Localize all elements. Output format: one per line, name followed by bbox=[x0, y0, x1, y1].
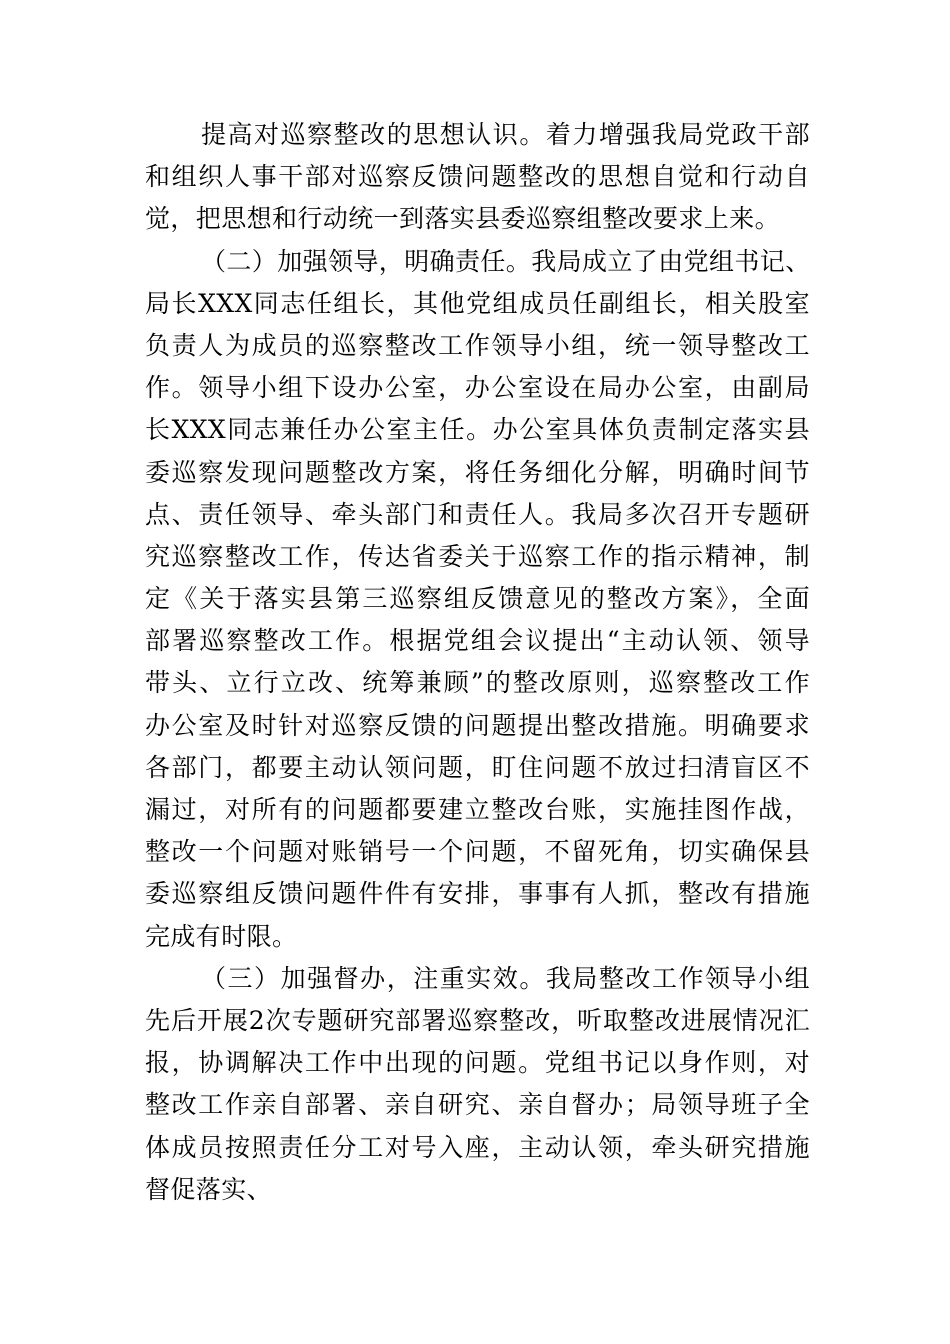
text-line: 体成员按照责任分工对号入座，主动认领，牵头研究措施 bbox=[145, 1132, 810, 1162]
text-line: 觉，把思想和行动统一到落实县委巡察组整改要求上来。 bbox=[145, 204, 781, 234]
text-line: 委巡察组反馈问题件件有安排，事事有人抓，整改有措施 bbox=[145, 879, 810, 909]
text-line: 和组织人事干部对巡察反馈问题整改的思想自觉和行动自 bbox=[145, 162, 810, 192]
text-line: 整改工作亲自部署、亲自研究、亲自督办；局领导班子全 bbox=[145, 1090, 810, 1120]
text-line: 定《关于落实县第三巡察组反馈意见的整改方案》，全面 bbox=[145, 584, 810, 614]
text-line: 究巡察整改工作，传达省委关于巡察工作的指示精神，制 bbox=[145, 541, 810, 571]
text-line: 提高对巡察整改的思想认识。着力增强我局党政干部 bbox=[201, 120, 810, 149]
text-line: 局长XXX同志任组长，其他党组成员任副组长，相关股室 bbox=[145, 288, 810, 318]
text-line: 点、责任领导、牵头部门和责任人。我局多次召开专题研 bbox=[145, 499, 810, 529]
text-line: 整改一个问题对账销号一个问题，不留死角，切实确保县 bbox=[145, 837, 810, 867]
text-line: 长XXX同志兼任办公室主任。办公室具体负责制定落实县 bbox=[145, 415, 810, 445]
text-line: 带头、立行立改、统筹兼顾”的整改原则，巡察整改工作 bbox=[145, 668, 810, 698]
text-line: 部署巡察整改工作。根据党组会议提出“主动认领、领导 bbox=[145, 626, 810, 656]
text-line: 漏过，对所有的问题都要建立整改台账，实施挂图作战， bbox=[145, 795, 810, 824]
text-line: 作。领导小组下设办公室，办公室设在局办公室，由副局 bbox=[145, 373, 810, 403]
text-line: 完成有时限。 bbox=[145, 921, 298, 951]
text-line: 各部门，都要主动认领问题，盯住问题不放过扫清盲区不 bbox=[145, 752, 810, 782]
section-heading-line: （三）加强督办，注重实效。我局整改工作领导小组 bbox=[201, 963, 810, 993]
section-heading-line: （二）加强领导，明确责任。我局成立了由党组书记、 bbox=[201, 246, 811, 276]
text-line: 先后开展2次专题研究部署巡察整改，听取整改进展情况汇 bbox=[145, 1005, 810, 1035]
text-line: 办公室及时针对巡察反馈的问题提出整改措施。明确要求 bbox=[145, 710, 810, 740]
text-line: 督促落实、 bbox=[145, 1174, 273, 1204]
text-line: 负责人为成员的巡察整改工作领导小组，统一领导整改工 bbox=[145, 330, 810, 360]
text-line: 报，协调解决工作中出现的问题。党组书记以身作则，对 bbox=[145, 1048, 810, 1078]
text-line: 委巡察发现问题整改方案，将任务细化分解，明确时间节 bbox=[145, 457, 810, 487]
body-text bbox=[145, 114, 810, 1211]
